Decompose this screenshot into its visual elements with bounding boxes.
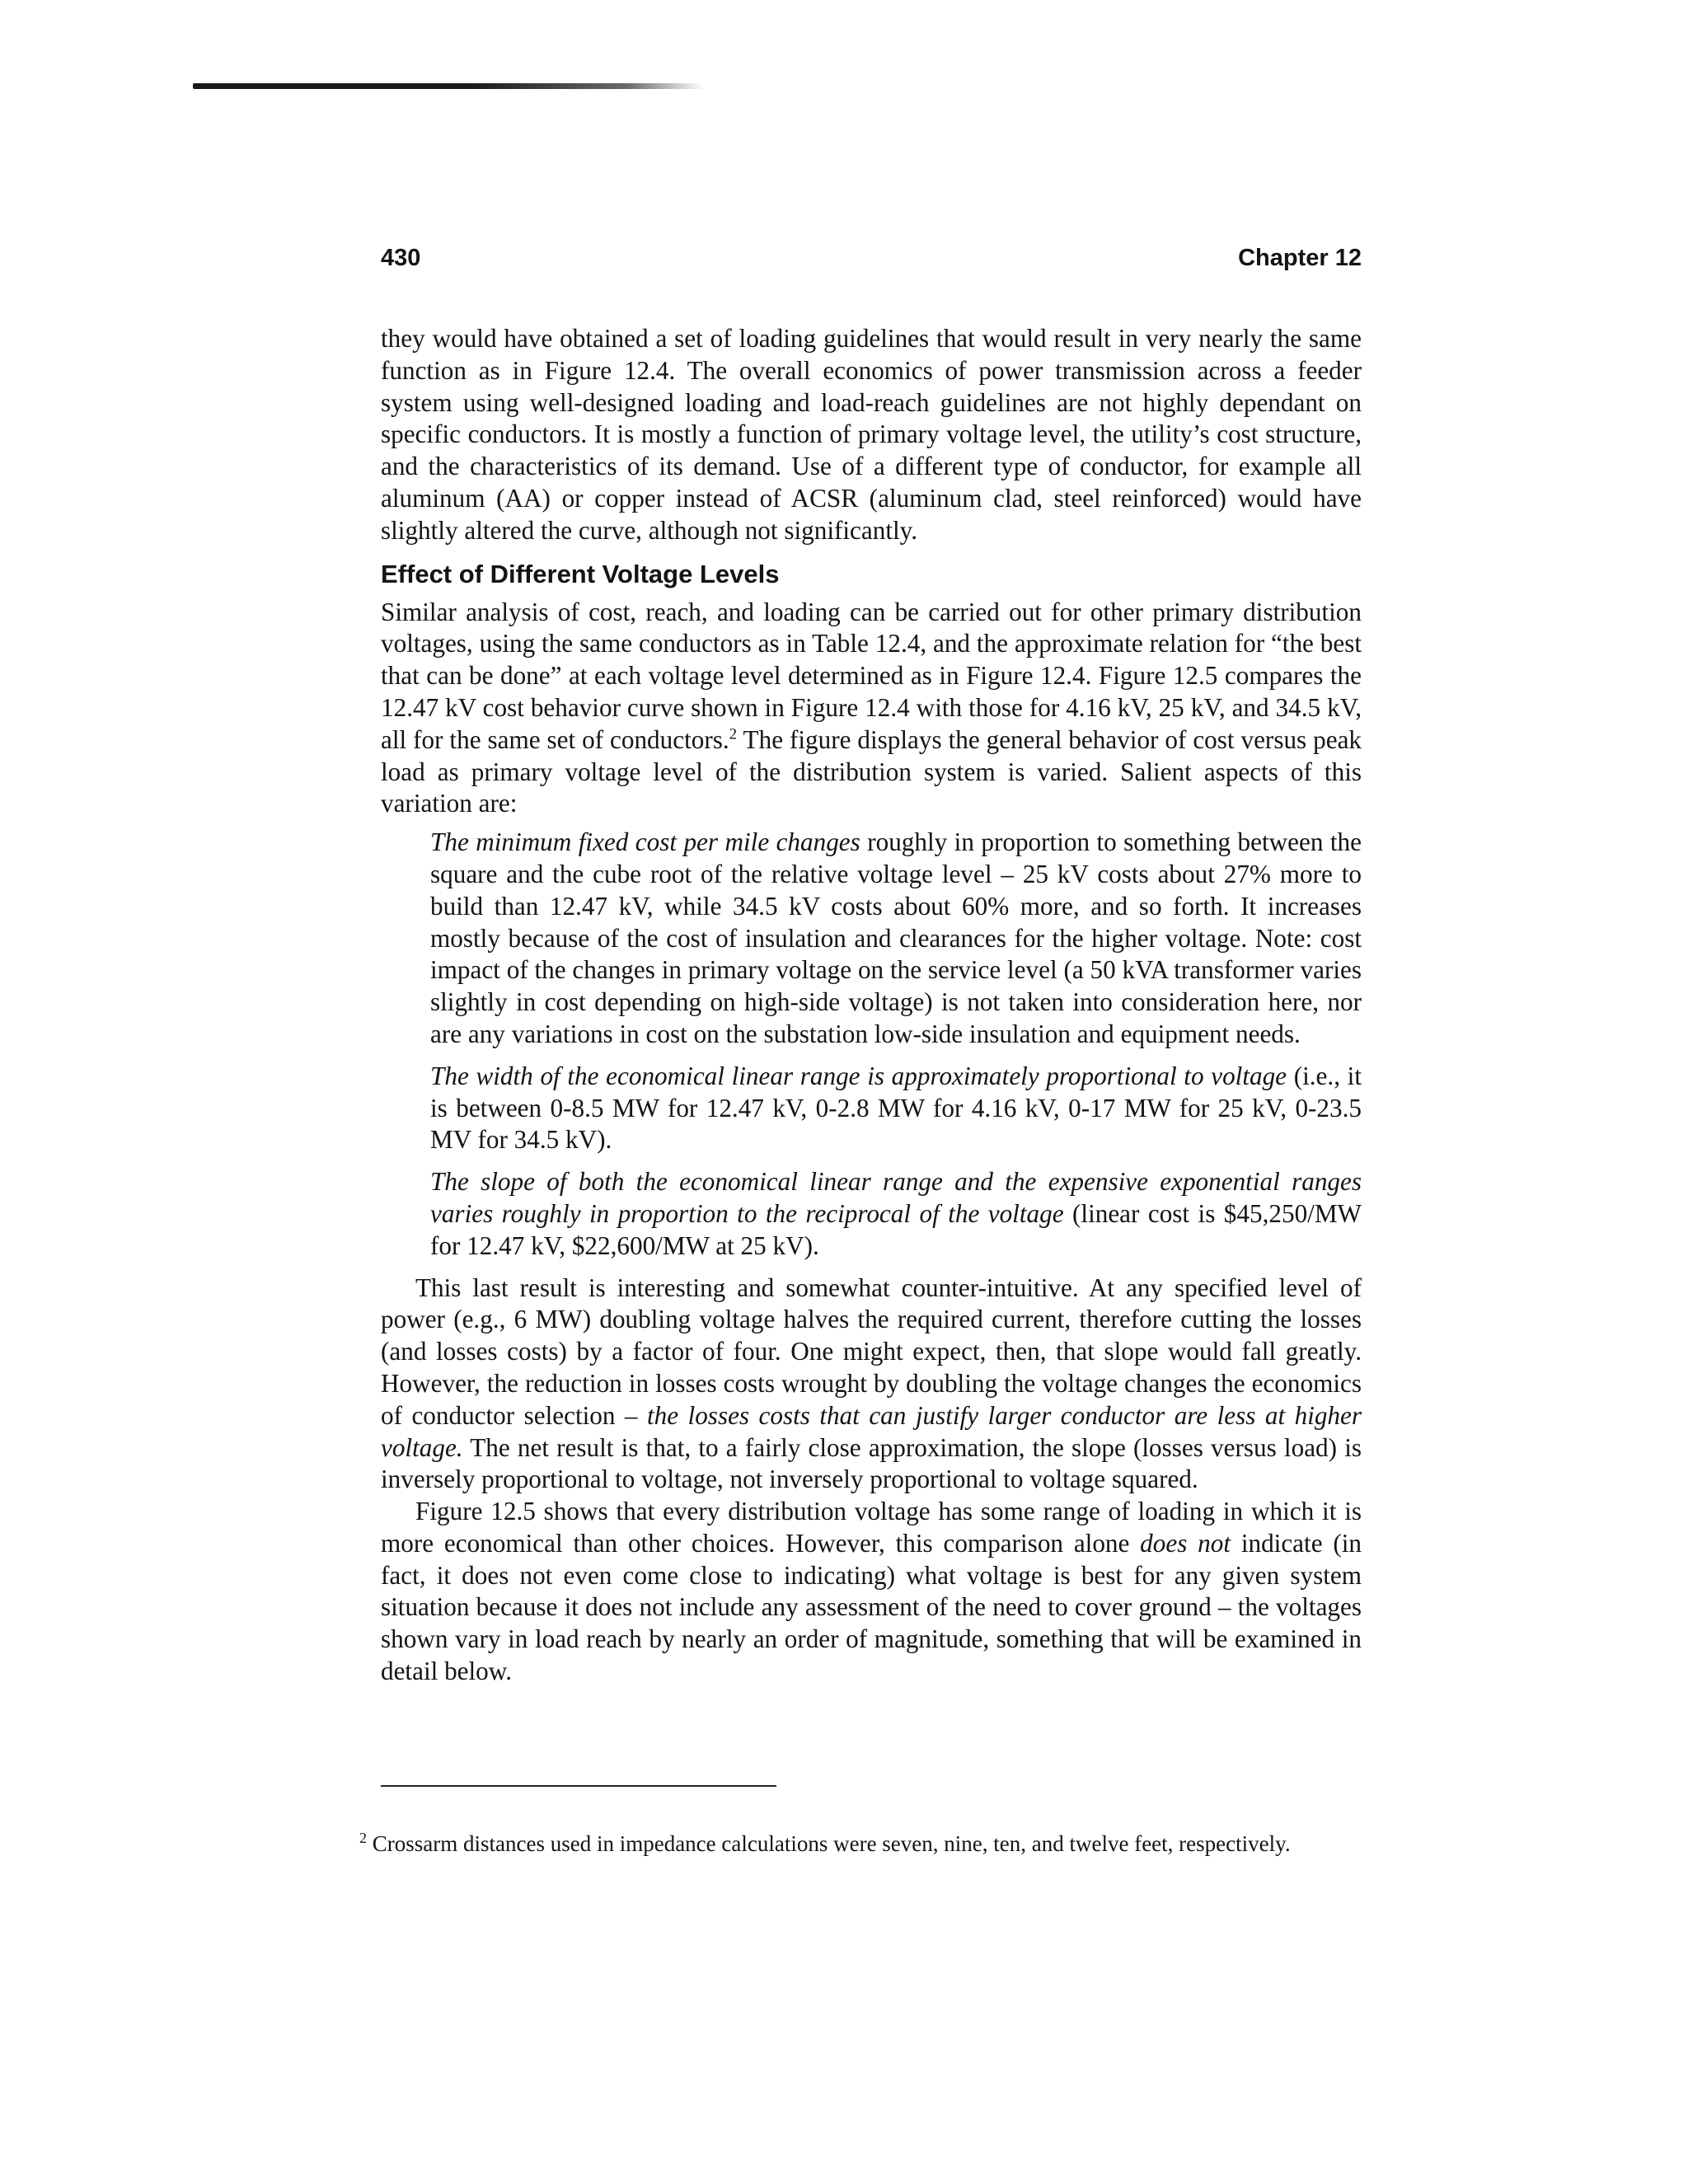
scan-edge-rule xyxy=(193,83,704,89)
footnote-divider xyxy=(381,1785,776,1787)
aspect-lead: The slope of both the economical linear range and the expensive exponential ranges varies roughly in proportion to the reciprocal of the voltage xyxy=(430,1167,1362,1228)
aspect-text: (linear cost is $45,250/MW for 12.47 kV, $22,600/MW at 25 kV). xyxy=(430,1198,1362,1260)
voltage-analysis-paragraph xyxy=(381,597,1362,821)
voltage-analysis-text: Similar analysis of cost, reach, and loading can be carried out for other primary distribution voltages, using the same conductors as in Table 12.4, and the approximate relation for “the best that can be done” at each voltage level determined as in Figure 12.4. Figure 12.5 compares the 12.47 kV cost behavior curve shown in Figure 12.4 with those for 4.16 kV, 25 kV, and 34.5 kV, all for the same set of conductors. xyxy=(381,597,1362,754)
figure-comparison-paragraph xyxy=(381,1496,1362,1688)
section-heading: Effect of Different Voltage Levels xyxy=(381,559,780,588)
voltage-analysis-text-continued: The figure displays the general behavior of cost versus peak load as primary voltage level of the distribution system is varied. Salient aspects of this variation are: xyxy=(381,724,1362,818)
aspect-text: (i.e., it is between 0-8.5 MW for 12.47 kV, 0-2.8 MW for 4.16 kV, 0-17 MW for 25 kV, 0-23.5 MV for 34.5 kV). xyxy=(430,1061,1362,1155)
salient-aspects-list xyxy=(430,827,1362,1262)
paragraph-text: Figure 12.5 shows that every distribution voltage has some range of loading in which it is more economical than other choices. However, this comparison alone xyxy=(381,1497,1362,1558)
footnote-marker: 2 xyxy=(359,1830,367,1846)
page-number: 430 xyxy=(381,245,421,271)
paragraph-text: The net result is that, to a fairly close approximation, the slope (losses versus load) is inversely proportional to voltage, not inversely proportional to voltage squared. xyxy=(381,1432,1362,1494)
footnote-text: Crossarm distances used in impedance calculations were seven, nine, ten, and twelve feet, respectively. xyxy=(367,1831,1291,1856)
list-item xyxy=(430,1061,1362,1156)
aspect-lead: The minimum fixed cost per mile changes xyxy=(430,827,860,857)
intro-paragraph: they would have obtained a set of loading guidelines that would result in very nearly the same function as in Figure 12.4. The overall economics of power transmission across a feeder system using well-designed loading and load-reach guidelines are not highly dependant on specific conductors. It is mostly a function of primary voltage level, the utility’s cost structure, and the characteristics of its demand. Use of a different type of conductor, for example all aluminum (AA) or copper instead of ACSR (aluminum clad, steel reinforced) would have slightly altered the curve, although not significantly. xyxy=(381,324,1362,545)
aspect-lead: The width of the economical linear range is approximately proportional to voltage xyxy=(430,1061,1287,1090)
footnote xyxy=(359,1830,1362,1858)
paragraph-text: This last result is interesting and somewhat counter-intuitive. At any specified level of power (e.g., 6 MW) doubling voltage halves the required current, therefore cutting the losses (and losses costs) by a factor of four. One might expect, then, that slope would fall greatly. However, the reduction in losses costs wrought by doubling the voltage changes the economics of conductor selection – xyxy=(381,1272,1362,1430)
running-header xyxy=(381,241,1362,274)
paragraph-text: indicate (in fact, it does not even come close to indicating) what voltage is best for any given system situation because it does not include any assessment of the need to cover ground – the voltages shown vary in load reach by nearly an order of magnitude, something that will be examined in detail below. xyxy=(381,1528,1362,1686)
paragraph-emphasis: does not xyxy=(1140,1528,1231,1558)
main-body xyxy=(381,323,1362,1688)
counter-intuitive-paragraph xyxy=(381,1272,1362,1497)
aspect-text: roughly in proportion to something between the square and the cube root of the relative voltage level – 25 kV costs about 27% more to build than 12.47 kV, while 34.5 kV costs about 60% more, and so forth. It increases mostly because of the cost of insulation and clearances for the higher voltage. Note: cost impact of the changes in primary voltage on the service level (a 50 kVA transformer varies slightly in cost depending on high-side voltage) is not taken into consideration here, nor are any variations in cost on the substation low-side insulation and equipment needs. xyxy=(430,827,1362,1048)
list-item xyxy=(430,1166,1362,1262)
list-item xyxy=(430,827,1362,1051)
paragraph-emphasis: the losses costs that can justify larger conductor are less at higher voltage. xyxy=(381,1400,1362,1462)
chapter-label: Chapter 12 xyxy=(1238,245,1362,271)
footnote-reference[interactable]: 2 xyxy=(729,725,738,743)
